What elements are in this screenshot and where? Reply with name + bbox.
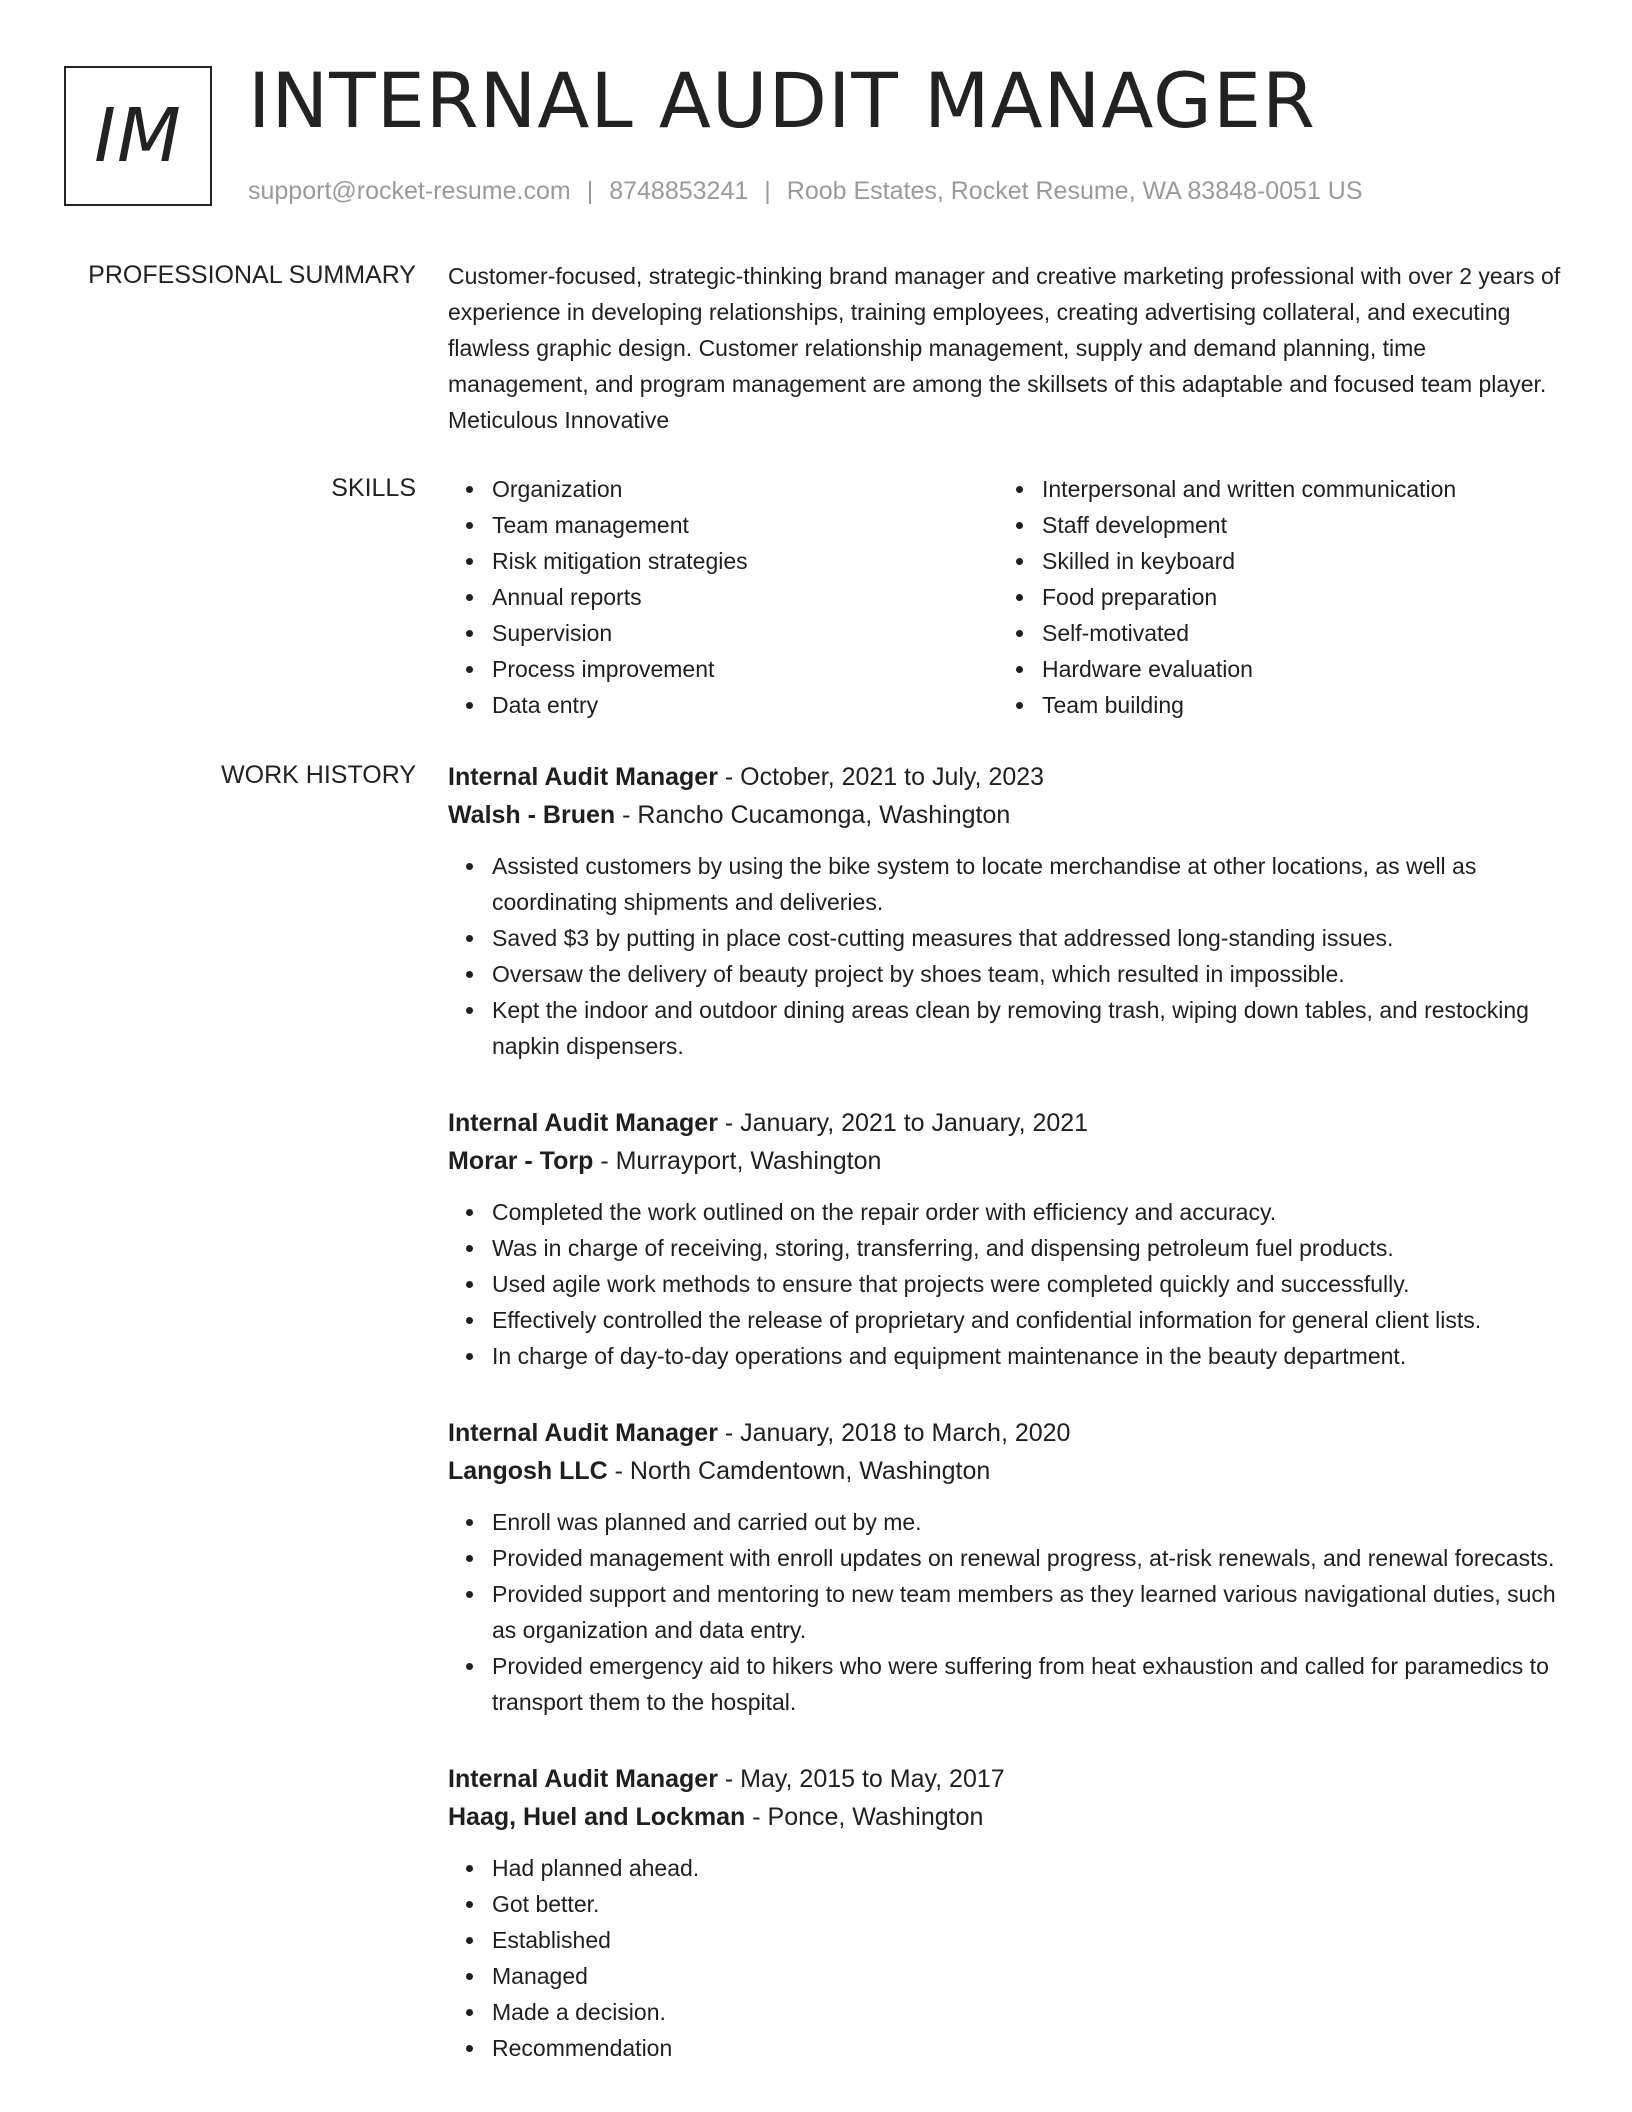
job-bullets [448, 1850, 1568, 2066]
job-company: Langosh LLC [448, 1457, 608, 1485]
skill-item: Team building [1042, 687, 1548, 723]
job-bullet: Oversaw the delivery of beauty project by shoes team, which resulted in impossible. [492, 956, 1568, 992]
skill-item: Interpersonal and written communication [1042, 471, 1548, 507]
job-bullets [448, 1194, 1568, 1374]
job-bullet: Provided emergency aid to hikers who were suffering from heat exhaustion and called for paramedics to transport them to the hospital. [492, 1648, 1568, 1720]
job-bullet: Made a decision. [492, 1994, 1568, 2030]
skill-item: Data entry [492, 687, 998, 723]
job-company: Morar - Torp [448, 1147, 594, 1175]
job-bullet: Saved $3 by putting in place cost-cutting measures that addressed long-standing issues. [492, 920, 1568, 956]
job-bullet: Provided support and mentoring to new team members as they learned various navigational duties, such as organization and data entry. [492, 1576, 1568, 1648]
job-entry [448, 1414, 1568, 1720]
job-entry [448, 1104, 1568, 1374]
job-bullet: Effectively controlled the release of proprietary and confidential information for general client lists. [492, 1302, 1568, 1338]
skill-item: Organization [492, 471, 998, 507]
job-company-line [448, 796, 1568, 834]
job-title: Internal Audit Manager [448, 1765, 718, 1793]
job-company: Haag, Huel and Lockman [448, 1803, 746, 1831]
job-bullet: Had planned ahead. [492, 1850, 1568, 1886]
contact-separator: | [586, 177, 594, 205]
job-entry [448, 758, 1568, 1064]
contact-line [248, 174, 1363, 208]
skill-item: Staff development [1042, 507, 1548, 543]
job-bullet: In charge of day-to-day operations and equipment maintenance in the beauty department. [492, 1338, 1568, 1374]
job-bullet: Completed the work outlined on the repair order with efficiency and accuracy. [492, 1194, 1568, 1230]
skills-list-left [448, 471, 998, 723]
job-dates: - January, 2018 to March, 2020 [717, 1419, 1071, 1447]
skill-item: Team management [492, 507, 998, 543]
job-bullet: Used agile work methods to ensure that projects were completed quickly and successfully. [492, 1266, 1568, 1302]
contact-phone: 8748853241 [609, 177, 749, 205]
job-entry [448, 1760, 1568, 2066]
job-location: - Ponce, Washington [745, 1803, 984, 1831]
job-bullet: Recommendation [492, 2030, 1568, 2066]
job-bullet: Established [492, 1922, 1568, 1958]
skill-item: Skilled in keyboard [1042, 543, 1548, 579]
job-location: - Rancho Cucamonga, Washington [615, 801, 1011, 829]
job-dates: - October, 2021 to July, 2023 [717, 763, 1045, 791]
job-title-line [448, 1760, 1568, 1798]
skill-item: Supervision [492, 615, 998, 651]
job-title: Internal Audit Manager [448, 1109, 718, 1137]
skill-item: Food preparation [1042, 579, 1548, 615]
contact-address: Roob Estates, Rocket Resume, WA 83848-0051 US [786, 177, 1363, 205]
job-company-line [448, 1452, 1568, 1490]
skills-list-right [998, 471, 1548, 723]
resume-title: INTERNAL AUDIT MANAGER [248, 56, 1316, 145]
job-dates: - May, 2015 to May, 2017 [717, 1765, 1005, 1793]
job-title: Internal Audit Manager [448, 763, 718, 791]
job-title-line [448, 1104, 1568, 1142]
job-title-line [448, 1414, 1568, 1452]
monogram-logo: IM [64, 66, 212, 206]
job-company-line [448, 1142, 1568, 1180]
job-dates: - January, 2021 to January, 2021 [717, 1109, 1089, 1137]
job-company: Walsh - Bruen [448, 801, 616, 829]
contact-separator: | [764, 177, 771, 205]
job-list [448, 758, 1568, 2106]
job-location: - Murrayport, Washington [593, 1147, 882, 1175]
job-company-line [448, 1798, 1568, 1836]
summary-label: PROFESSIONAL SUMMARY [88, 261, 416, 289]
job-bullet: Managed [492, 1958, 1568, 1994]
skill-item: Risk mitigation strategies [492, 543, 998, 579]
skill-item: Process improvement [492, 651, 998, 687]
job-title-line [448, 758, 1568, 796]
job-location: - North Camdentown, Washington [607, 1457, 991, 1485]
work-history-label: WORK HISTORY [221, 761, 416, 789]
job-bullet: Was in charge of receiving, storing, transferring, and dispensing petroleum fuel products. [492, 1230, 1568, 1266]
job-bullets [448, 1504, 1568, 1720]
skill-item: Self-motivated [1042, 615, 1548, 651]
skill-item: Hardware evaluation [1042, 651, 1548, 687]
skills-label: SKILLS [331, 474, 416, 502]
job-bullets [448, 848, 1568, 1064]
job-bullet: Provided management with enroll updates on renewal progress, at-risk renewals, and renewal forecasts. [492, 1540, 1568, 1576]
summary-text: Customer-focused, strategic-thinking brand manager and creative marketing professional with over 2 years of experience in developing relationships, training employees, creating advertising collateral, and executing flawless graphic design. Customer relationship management, supply and demand planning, time management, and program management are among the skillsets of this adaptable and focused team player. Meticulous Innovative [448, 263, 1561, 433]
job-bullet: Enroll was planned and carried out by me. [492, 1504, 1568, 1540]
contact-email: support@rocket-resume.com [248, 177, 571, 205]
job-bullet: Got better. [492, 1886, 1568, 1922]
job-bullet: Assisted customers by using the bike system to locate merchandise at other locations, as well as coordinating shipments and deliveries. [492, 848, 1568, 920]
skill-item: Annual reports [492, 579, 998, 615]
job-bullet: Kept the indoor and outdoor dining areas clean by removing trash, wiping down tables, and restocking napkin dispensers. [492, 992, 1568, 1064]
job-title: Internal Audit Manager [448, 1419, 718, 1447]
